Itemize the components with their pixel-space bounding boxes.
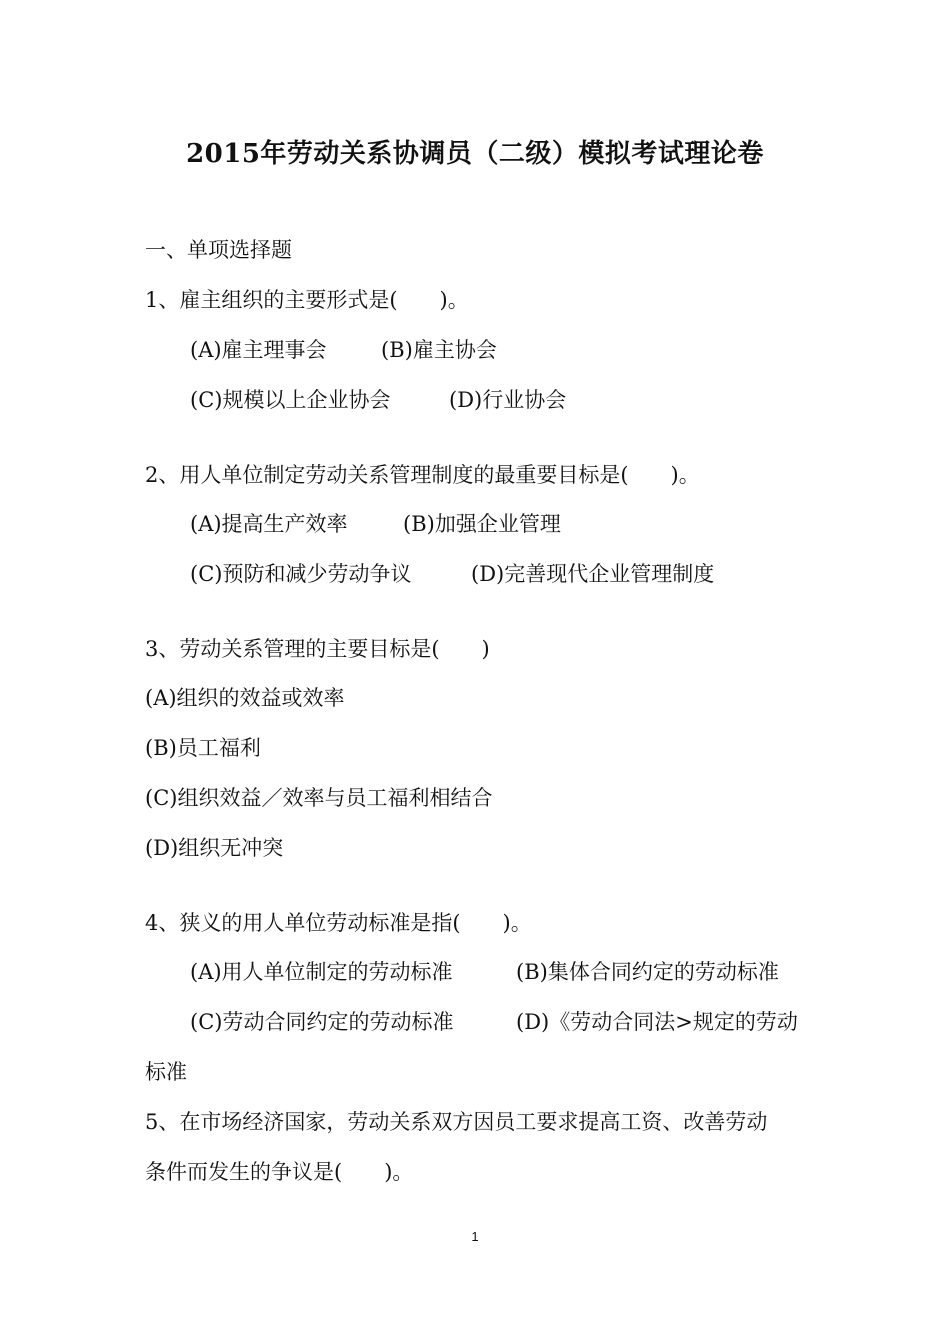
question-4-option-b: (B)集体合同约定的劳动标准 [516,960,779,984]
question-5-stem-line-1: 5、在市场经济国家，劳动关系双方因员工要求提高工资、改善劳动 [145,1110,768,1134]
question-4-option-c: (C)劳动合同约定的劳动标准 [190,1010,454,1034]
question-3-option-c: (C)组织效益／效率与员工福利相结合 [145,786,493,810]
question-2-stem: 2、用人单位制定劳动关系管理制度的最重要目标是( )。 [145,463,700,487]
question-2-option-c: (C)预防和减少劳动争议 [190,562,412,586]
question-2-option-b: (B)加强企业管理 [403,512,561,536]
question-5-stem-line-2: 条件而发生的争议是( )。 [145,1160,414,1184]
question-1-option-c: (C)规模以上企业协会 [190,388,391,412]
question-3-option-d: (D)组织无冲突 [145,836,284,860]
document-title: 2015年劳动关系协调员（二级）模拟考试理论卷 [186,139,764,169]
question-3-option-a: (A)组织的效益或效率 [145,686,345,710]
section-heading: 一、单项选择题 [145,238,292,262]
question-2-option-d: (D)完善现代企业管理制度 [471,562,715,586]
question-4-stem: 4、狭义的用人单位劳动标准是指( )。 [145,911,532,935]
question-4-option-a: (A)用人单位制定的劳动标准 [190,960,453,984]
question-1-stem: 1、雇主组织的主要形式是( )。 [145,288,469,312]
question-2-option-a: (A)提高生产效率 [190,512,348,536]
question-4-option-d-continuation: 标准 [145,1060,187,1084]
question-1-option-d: (D)行业协会 [449,388,567,412]
question-1-option-a: (A)雇主理事会 [190,338,327,362]
question-1-option-b: (B)雇主协会 [381,338,497,362]
page-number: 1 [471,1229,479,1244]
question-4-option-d: (D)《劳动合同法>规定的劳动 [516,1010,798,1034]
question-3-option-b: (B)员工福利 [145,736,261,760]
question-3-stem: 3、劳动关系管理的主要目标是( ) [145,637,490,661]
